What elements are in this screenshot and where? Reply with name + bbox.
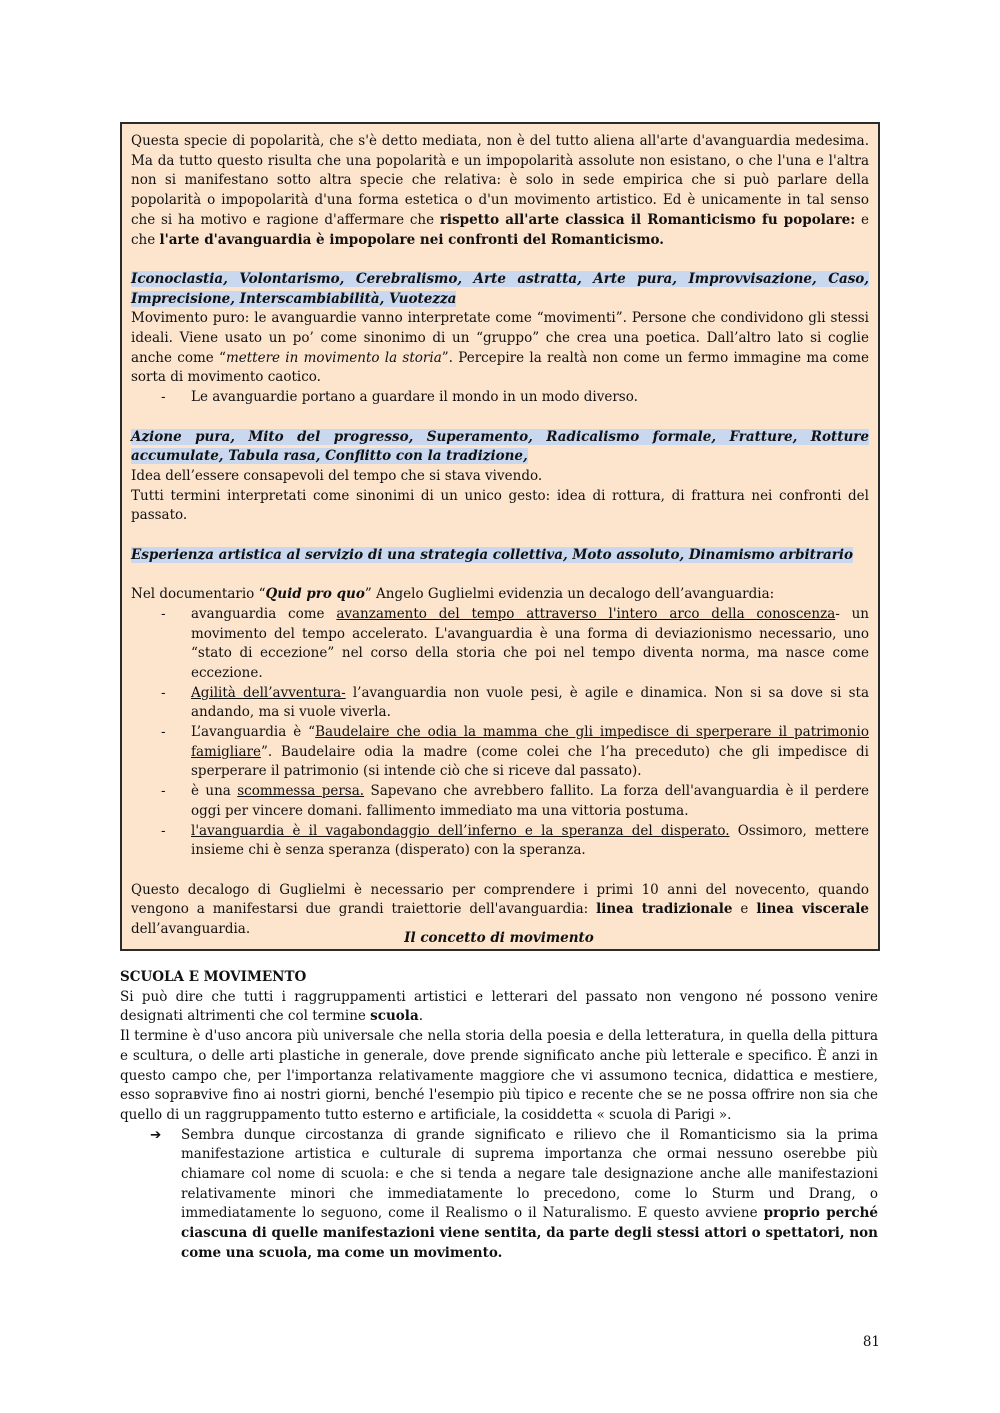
box-paragraph-awareness: Idea dell’essere consapevoli del tempo che si stava vivendo. [131,467,543,484]
box-paragraph-documentary: Nel documentario “Quid pro quo” Angelo Guglielmi evidenzia un decalogo dell’avanguardia: [131,586,775,603]
keywords-heading-3: Esperienza artistica al servizio di una strategia collettiva, Moto assoluto, Dinamismo arbitrario [131,546,854,563]
keywords-heading-2: Azione pura, Mito del progresso, Superamento, Radicalismo formale, Fratture, Rotture accumulate, Tabula rasa, Conflitto con la tradizione, [131,428,869,465]
box-paragraph-rupture: Tutti termini interpretati come sinonimi di un unico gesto: idea di rottura, di frattura nei confronti del passato. [131,487,869,524]
list-item: - è una scommessa persa. Sapevano che avrebbero fallito. La forza dell'avanguardia è il perdere oggi per vincere domani. fallimento immediato ma una vittoria postuma. [131,782,869,821]
section-paragraph-term: Il termine è d'uso ancora più universale che nella storia della poesia e della letteratura, in quella della pittura e scultura, o delle arti plastiche in generale, dove prende significato anche più letterale e specifico. È anzi in questo campo che, per l'importanza relativamente maggiore che vi assumono tecnica, didattica e mestiere, esso soprавvive fino ai nostri giorni, benché l'esempio più tipico e recente che se ne possa offrire non sia che quello di un raggruppamento tutto esterno e artificiale, la cosiddetta « scuola di Parigi ». [120,1028,878,1123]
list-item: - L’avanguardia è “Baudelaire che odia la mamma che gli impedisce di sperperare il patrimonio famigliare”. Baudelaire odia la madre (come colei che l’ha preceduto) che gli impedisce di sperperare il patrimonio (si intende ciò che si riceve dal passato). [131,723,869,782]
section-paragraph-school: Si può dire che tutti i raggruppamenti artistici e letterari del passato non vengono né possono venire designati altrimenti che col termine scuola. [120,988,878,1025]
dash-list-1 [131,388,869,408]
box-paragraph-conclusion: Questo decalogo di Guglielmi è necessario per comprendere i primi 10 anni del novecento, quando vengono a manifestarsi due grandi traiettorie dell'avanguardia: linea tradizionale e linea viscerale dell’avanguardia. [131,881,870,938]
page-number: 81 [862,1334,880,1350]
list-item: - Le avanguardie portano a guardare il mondo in un modo diverso. [131,388,869,408]
list-item: - l'avanguardia è il vagabondaggio dell’inferno e la speranza del disperato. Ossimoro, mettere insieme chi è senza speranza (disperato) con la speranza. [131,822,869,861]
section-body [120,968,878,1264]
summary-box [120,122,880,951]
arrow-list-item: ➔ Sembra dunque circostanza di grande significato e rilievo che il Romanticismo sia la prima manifestazione artistica e culturale di suprema importanza che ormai nessuno oserebbe più chiamare col nome di scuola: e che si tenda a negare tale designazione anche alle manifestazioni relativamente minori che immediatamente lo precedono, come lo Sturm und Drang, o immediatamente lo seguono, come il Realismo o il Naturalismo. E questo avviene proprio perché ciascuna di quelle manifestazioni viene sentita, da parte degli stessi attori o spettatori, non come una scuola, ma come un movimento. [150,1126,878,1261]
box-paragraph-popularity: Questa specie di popolarità, che s'è detto mediata, non è del tutto aliena all'arte d'avanguardia medesima. Ma da tutto questo risulta che una popolarità e un impopolarità assolute non esistano, o che l'una e l'altra non si manifestano sotto altra specie che relativa: è solo in sede empirica che si può parlare della popolarità o impopolarità d'una forma estetica o d'un movimento artistico. Ed è unicamente in tal senso che si ha motivo e ragione d'affermare che rispetto all'arte classica il Romanticismo fu popolare: e che l'arte d'avanguardia è impopolare nei confronti del Romanticismo. [131,133,869,248]
section-title: Il concetto di movimento [404,930,594,946]
decalogue-list [131,605,869,861]
box-paragraph-movement: Movimento puro: le avanguardie vanno interpretate come “movimenti”. Persone che condividono gli stessi ideali. Viene usato un po’ come sinonimo di un “gruppo” che crea una poetica. Dall’altro lato si coglie anche come “mettere in movimento la storia”. Percepire la realtà non come un fermo immagine ma come sorta di movimento caotico. [131,310,870,386]
list-item: - avanguardia come avanzamento del tempo attraverso l'intero arco della conoscenza- un movimento del tempo accelerato. L'avanguardia è una forma di deviazionismo necessario, uno “stato di eccezione” nel corso della storia che poi nel tempo diventa norma, ma nasce come eccezione. [131,605,869,684]
list-item: - Agilità dell’avventura- l’avanguardia non vuole pesi, è agile e dinamica. Non si sa dove si sta andando, ma si vuole viverla. [131,684,869,723]
keywords-heading-1: Iconoclastia, Volontarismo, Cerebralismo, Arte astratta, Arte pura, Improvvisazione, Caso, Imprecisione, Interscambiabilità, Vuotezza [131,270,869,307]
section-heading: SCUOLA E MOVIMENTO [120,969,307,985]
right-arrow-icon: ➔ [150,1126,162,1143]
